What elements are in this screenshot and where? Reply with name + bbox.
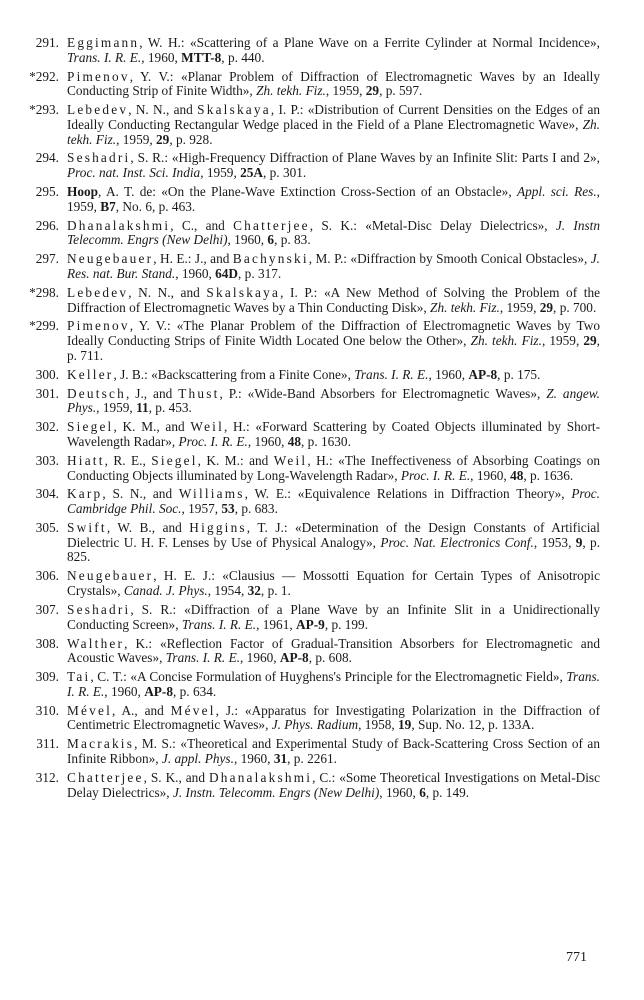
- volume-number: 6: [419, 784, 426, 800]
- reference-text: [67, 36, 600, 65]
- reference-fragment: , 1959,: [200, 165, 241, 181]
- reference-text: [67, 704, 600, 733]
- author-name: Weil: [273, 452, 308, 468]
- author-name: Pimenov: [67, 68, 130, 84]
- reference-fragment: , H. E. J.: «Clausius — Mossotti Equation for Certain Types of Anisotropic Crystals»,: [67, 568, 600, 599]
- volume-number: 19: [398, 717, 412, 733]
- volume-number: 25A: [240, 165, 263, 181]
- reference-number: 309.: [35, 669, 59, 685]
- author-name: Seshadri: [67, 601, 131, 617]
- author-name: Eggimann: [67, 35, 140, 50]
- reference-number: *299.: [29, 318, 59, 334]
- reference-fragment: , J.: «Apparatus for Investigating Polarization in the Diffraction of Centimetric Electromagnetic Waves»,: [67, 702, 600, 733]
- reference-fragment: , 1953,: [533, 534, 576, 550]
- author-name: Skalskaya: [206, 284, 281, 300]
- reference-fragment: , T. J.: «Determination of the Design Constants of Artificial Dielectric U. H. F. Lenses by Use of Physical Analogy»,: [67, 520, 600, 550]
- reference-fragment: , I. P.: «Distribution of Current Densities on the Edges of an Ideally Conducting Rectangular Wedge placed in the Field of a Plane Electromagnetic Wave»,: [67, 102, 600, 132]
- reference-text: [67, 737, 600, 766]
- reference-entry: [28, 670, 600, 699]
- reference-fragment: , W. E.: «Equivalence Relations in Diffraction Theory»,: [244, 486, 572, 502]
- reference-fragment: , S. K., and: [143, 769, 209, 785]
- reference-fragment: , p. 825.: [67, 534, 601, 565]
- reference-entry: [28, 368, 600, 383]
- reference-fragment: , 1959,: [116, 131, 157, 147]
- journal-name: Proc. Cambridge Phil. Soc.: [67, 486, 600, 517]
- reference-entry: [28, 454, 600, 483]
- author-name: Seshadri: [67, 150, 131, 166]
- reference-fragment: , J. B.: «Backscattering from a Finite Cone»,: [113, 366, 355, 382]
- reference-entry: [28, 603, 600, 632]
- reference-fragment: , A. T. de: «On the Plane-Wave Extinction Cross-Section of an Obstacle»,: [98, 184, 517, 200]
- reference-fragment: , 1960,: [240, 650, 280, 666]
- reference-entry: [28, 36, 600, 65]
- reference-fragment: , K. M., and: [113, 419, 191, 435]
- reference-fragment: , p. 597.: [379, 83, 423, 99]
- reference-fragment: , W. B., and: [106, 520, 190, 536]
- reference-entry: [28, 70, 600, 99]
- reference-entry: [28, 219, 600, 248]
- author-name: Mével: [170, 702, 216, 718]
- reference-number: 296.: [35, 217, 59, 233]
- reference-text: [67, 487, 600, 516]
- reference-number: 294.: [35, 150, 59, 166]
- reference-fragment: , 1960,: [227, 232, 268, 248]
- reference-number: 304.: [35, 486, 59, 502]
- reference-fragment: , 1954,: [207, 583, 248, 599]
- reference-number: *293.: [29, 102, 59, 118]
- volume-number: AP-8: [468, 366, 498, 382]
- reference-number: 291.: [35, 35, 59, 50]
- author-name: Macrakis: [67, 736, 135, 752]
- reference-fragment: , 1960,: [175, 265, 216, 281]
- journal-name: Proc. I. R. E.: [178, 433, 248, 449]
- journal-name: Zh. tekh. Fiz.: [470, 333, 542, 349]
- reference-fragment: , p. 317.: [238, 265, 282, 281]
- reference-text: [67, 185, 600, 214]
- reference-number: 312.: [35, 769, 59, 785]
- journal-name: J. appl. Phys.: [161, 750, 234, 766]
- reference-entry: [28, 569, 600, 598]
- volume-number: 29: [156, 131, 170, 147]
- reference-entry: [28, 387, 600, 416]
- reference-fragment: , P.: «Wide-Band Absorbers for Electromagnetic Waves»,: [219, 385, 547, 401]
- author-name: Lebedev: [67, 102, 129, 118]
- reference-text: [67, 771, 600, 800]
- reference-fragment: , 1959,: [541, 333, 584, 349]
- reference-fragment: , p. 83.: [274, 232, 311, 248]
- volume-number: AP-8: [279, 650, 309, 666]
- reference-number: 297.: [35, 251, 59, 267]
- author-name: Neugebauer: [67, 251, 154, 267]
- reference-entry: [28, 637, 600, 666]
- journal-name: Zh. tekh. Fiz.: [256, 83, 326, 99]
- volume-number: Hoop: [67, 184, 99, 200]
- volume-number: 64D: [215, 265, 239, 281]
- reference-number: 307.: [35, 601, 59, 617]
- reference-fragment: , R. E.,: [104, 452, 152, 468]
- reference-fragment: , N. N., and: [128, 102, 198, 118]
- author-name: Skalskaya: [197, 102, 271, 118]
- reference-text: [67, 603, 600, 632]
- reference-fragment: , p. 1.: [260, 583, 291, 599]
- reference-text: [67, 151, 600, 180]
- reference-fragment: , H. E.: J., and: [153, 251, 233, 267]
- reference-fragment: , 1960,: [470, 467, 511, 483]
- author-name: Higgins: [189, 520, 247, 536]
- reference-entry: [28, 185, 600, 214]
- reference-number: 295.: [35, 184, 59, 200]
- author-name: Lebedev: [67, 284, 129, 300]
- reference-fragment: , p. 1636.: [523, 467, 574, 483]
- author-name: Pimenov: [67, 318, 130, 334]
- reference-entry: [28, 252, 600, 281]
- reference-fragment: , 1960,: [104, 683, 145, 699]
- volume-number: 6: [267, 232, 275, 248]
- journal-name: Z. angew. Phys.: [67, 385, 600, 416]
- reference-text: [67, 319, 600, 363]
- reference-text: [67, 286, 600, 315]
- author-name: Siegel: [151, 452, 198, 468]
- author-name: Dhanalakshmi: [67, 217, 171, 233]
- reference-text: [67, 70, 600, 99]
- reference-list: [28, 36, 600, 804]
- reference-fragment: , K. M.: and: [197, 452, 274, 468]
- author-name: Hiatt: [67, 452, 105, 468]
- journal-name: Trans. I. R. E.: [67, 49, 142, 65]
- reference-fragment: , C. T.: «A Concise Formulation of Huyghens's Principle for the Electromagnetic Field»,: [90, 669, 567, 685]
- reference-entry: [28, 521, 600, 565]
- reference-text: [67, 637, 600, 666]
- reference-fragment: , p. 711.: [67, 333, 600, 363]
- journal-name: Zh. tekh. Fiz.: [67, 116, 600, 147]
- reference-text: [67, 420, 600, 449]
- reference-number: *298.: [29, 284, 59, 300]
- reference-number: 308.: [35, 635, 59, 651]
- author-name: Chatterjee: [233, 217, 310, 233]
- journal-name: Trans. I. R. E.: [354, 366, 429, 382]
- author-name: Weil: [190, 419, 224, 435]
- reference-fragment: , p. 301.: [263, 165, 307, 181]
- reference-fragment: , 1960,: [379, 784, 420, 800]
- journal-name: Zh. tekh. Fiz.: [430, 299, 500, 315]
- reference-fragment: , p. 175.: [497, 366, 541, 382]
- reference-fragment: , Sup. No. 12, p. 133A.: [411, 717, 535, 733]
- author-name: Bachynski: [232, 251, 309, 267]
- reference-fragment: , 1959,: [96, 400, 137, 416]
- journal-name: J. Instn Telecomm. Engrs (New Delhi): [67, 217, 600, 248]
- reference-fragment: , No. 6, p. 463.: [115, 198, 196, 214]
- reference-fragment: , 1959,: [499, 299, 540, 315]
- reference-fragment: , 1961,: [256, 616, 296, 632]
- reference-entry: [28, 487, 600, 516]
- reference-fragment: , p. 608.: [308, 650, 352, 666]
- reference-fragment: , Y. V.: «Planar Problem of Diffraction of Electromagnetic Waves by an Ideally Conducting Strip of Finite Width»,: [67, 68, 600, 99]
- reference-entry: [28, 319, 600, 363]
- reference-fragment: , J., and: [125, 385, 179, 401]
- author-name: Dhanalakshmi: [208, 769, 313, 785]
- reference-fragment: , H.: «The Ineffectiveness of Absorbing Coatings on Conducting Objects illuminated by Long-Wavelength Radar»,: [67, 452, 600, 483]
- reference-number: *292.: [29, 68, 59, 84]
- reference-fragment: , M. S.: «Theoretical and Experimental Study of Back-Scattering Cross Section of an Infinite Ribbon»,: [67, 736, 600, 766]
- reference-entry: [28, 151, 600, 180]
- volume-number: 29: [539, 299, 554, 315]
- reference-fragment: , S. N., and: [102, 486, 179, 502]
- reference-fragment: , 1960,: [141, 49, 182, 65]
- journal-name: J. Phys. Radium: [271, 717, 359, 733]
- reference-fragment: , p. 453.: [148, 400, 192, 416]
- reference-number: 310.: [35, 702, 59, 718]
- reference-entry: [28, 771, 600, 800]
- reference-fragment: , Y. V.: «The Planar Problem of the Diffraction of Electromagnetic Waves by Two Ideally Conducting Strips of Finite Width Located One below the Other»,: [67, 318, 600, 349]
- reference-text: [67, 569, 600, 598]
- reference-entry: [28, 103, 600, 147]
- author-name: Walther: [67, 635, 125, 651]
- reference-fragment: , 1960,: [247, 433, 288, 449]
- reference-number: 311.: [36, 736, 59, 752]
- reference-fragment: , p. 928.: [169, 131, 213, 147]
- author-name: Thust: [178, 385, 220, 401]
- reference-fragment: , W. H.: «Scattering of a Plane Wave on a Ferrite Cylinder at Normal Incidence»,: [139, 35, 600, 50]
- journal-name: Proc. nat. Inst. Sci. India: [67, 165, 201, 181]
- journal-name: Trans. I. R. E.: [165, 650, 241, 666]
- volume-number: MTT-8: [181, 49, 222, 65]
- reference-fragment: , H.: «Forward Scattering by Coated Objects illuminated by Short-Wavelength Radar»,: [67, 419, 601, 449]
- reference-fragment: , p. 199.: [324, 616, 369, 632]
- volume-number: AP-9: [296, 616, 325, 632]
- reference-number: 301.: [35, 385, 59, 401]
- reference-entry: [28, 737, 600, 766]
- volume-number: AP-8: [144, 683, 173, 699]
- volume-number: 11: [136, 400, 149, 416]
- reference-entry: [28, 704, 600, 733]
- author-name: Swift: [67, 520, 107, 536]
- reference-fragment: , A., and: [111, 702, 171, 718]
- reference-fragment: , p. 1630.: [301, 433, 351, 449]
- journal-name: Trans. I. R. E.: [181, 616, 257, 632]
- reference-number: 306.: [35, 568, 59, 584]
- volume-number: 31: [273, 750, 288, 766]
- reference-number: 303.: [35, 452, 59, 468]
- journal-name: Trans. I. R. E.: [67, 669, 600, 699]
- reference-fragment: , 1959,: [67, 184, 600, 214]
- reference-fragment: , 1959,: [325, 83, 366, 99]
- reference-fragment: , p. 683.: [234, 501, 278, 517]
- reference-fragment: , S. K.: «Metal-Disc Delay Dielectrics»,: [309, 217, 556, 233]
- reference-text: [67, 103, 600, 147]
- journal-name: Canad. J. Phys.: [123, 583, 208, 599]
- reference-fragment: , 1957,: [181, 501, 222, 517]
- reference-text: [67, 252, 600, 281]
- journal-name: Proc. I. R. E.: [400, 467, 471, 483]
- reference-text: [67, 219, 600, 248]
- reference-text: [67, 521, 600, 565]
- author-name: Tai: [67, 669, 91, 685]
- author-name: Siegel: [67, 419, 114, 435]
- reference-number: 302.: [35, 419, 59, 435]
- author-name: Chatterjee: [67, 769, 144, 785]
- reference-fragment: , p. 2261.: [287, 750, 337, 766]
- reference-text: [67, 454, 600, 483]
- volume-number: 29: [365, 83, 380, 99]
- volume-number: 9: [575, 534, 583, 550]
- reference-fragment: , I. P.: «A New Method of Solving the Problem of the Diffraction of Electromagnetic Waves by a Thin Conducting Disk»,: [67, 284, 600, 315]
- author-name: Neugebauer: [67, 568, 154, 584]
- author-name: Keller: [67, 366, 114, 382]
- reference-fragment: , 1960,: [233, 750, 274, 766]
- reference-fragment: , p. 149.: [425, 784, 470, 800]
- page-number: 771: [566, 950, 587, 965]
- reference-fragment: , p. 700.: [553, 299, 597, 315]
- journal-name: J. Res. nat. Bur. Stand.: [67, 251, 600, 281]
- volume-number: 32: [247, 583, 261, 599]
- reference-entry: [28, 286, 600, 315]
- reference-fragment: , M. P.: «Diffraction by Smooth Conical Obstacles»,: [308, 251, 591, 267]
- author-name: Deutsch: [67, 385, 126, 401]
- reference-fragment: , C., and: [170, 217, 234, 233]
- reference-fragment: , N. N., and: [128, 284, 207, 300]
- reference-fragment: , C.: «Some Theoretical Investigations on Metal-Disc Delay Dielectrics»,: [67, 769, 601, 800]
- reference-fragment: , p. 440.: [221, 49, 265, 65]
- reference-text: [67, 387, 600, 416]
- reference-fragment: , p. 634.: [173, 683, 217, 699]
- author-name: Williams: [178, 486, 245, 502]
- reference-text: [67, 670, 600, 699]
- reference-fragment: , S. R.: «Diffraction of a Plane Wave by an Infinite Slit in a Unidirectionally Conducting Screen»,: [67, 601, 600, 632]
- volume-number: 48: [287, 433, 302, 449]
- author-name: Karp: [67, 486, 103, 502]
- reference-number: 305.: [35, 520, 59, 536]
- journal-name: Appl. sci. Res.: [516, 184, 597, 200]
- volume-number: 29: [583, 333, 597, 349]
- volume-number: 48: [510, 467, 524, 483]
- reference-fragment: , 1960,: [428, 366, 469, 382]
- reference-fragment: , K.: «Reflection Factor of Gradual-Transition Absorbers for Electromagnetic and Acoustic Waves»,: [67, 635, 600, 666]
- author-name: Mével: [67, 702, 112, 718]
- reference-fragment: , 1958,: [358, 717, 399, 733]
- volume-number: B7: [100, 198, 116, 214]
- reference-entry: [28, 420, 600, 449]
- journal-name: J. Instn. Telecomm. Engrs (New Delhi): [172, 784, 380, 800]
- reference-number: 300.: [35, 366, 59, 382]
- journal-name: Proc. Nat. Electronics Conf.: [380, 534, 534, 550]
- reference-text: [67, 368, 600, 383]
- reference-fragment: , S. R.: «High-Frequency Diffraction of Plane Waves by an Infinite Slit: Parts I and 2»,: [130, 150, 600, 166]
- volume-number: 53: [221, 501, 235, 517]
